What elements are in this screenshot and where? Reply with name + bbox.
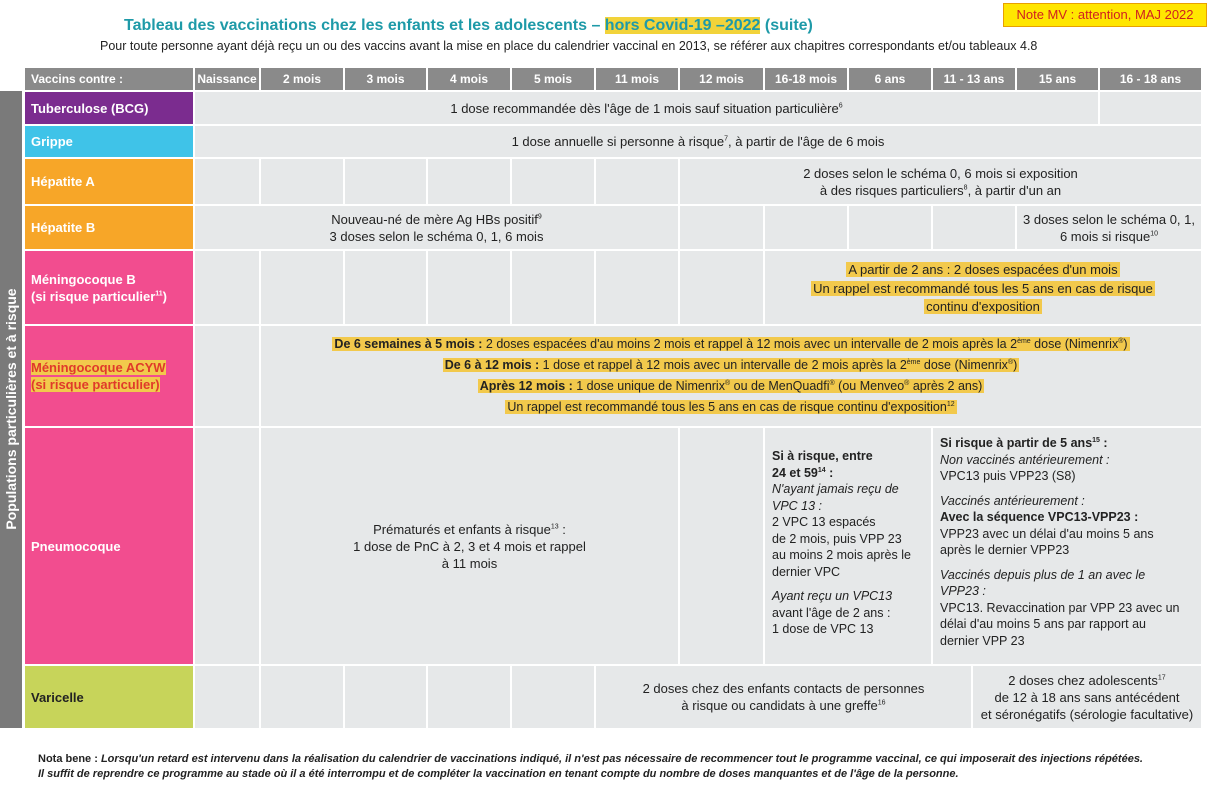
- header-3-mois: 3 mois: [345, 68, 426, 90]
- varicelle-right-line-1: 2 doses chez adolescents: [1008, 672, 1158, 688]
- row-label-grippe: Grippe: [25, 126, 193, 157]
- title-prefix: Tableau des vaccinations chez les enfants et les adolescents –: [124, 17, 605, 34]
- pneumo-mid-line-1: Prématurés et enfants à risque: [373, 521, 551, 537]
- acyw-line-3-bold: Après 12 mois :: [479, 379, 573, 393]
- varicelle-mid-line-2: à risque ou candidats à une greffe: [681, 698, 878, 713]
- varicelle-mid-sup: 16: [877, 699, 886, 707]
- empty-cell: [849, 206, 931, 249]
- meningocoque-b-recommendation: [765, 251, 1201, 324]
- menb-label-footnote: 11: [155, 290, 163, 298]
- pneumo-r-line-7: après le dernier VPP23: [940, 543, 1070, 557]
- hepb-right-line-2: 6 mois si risque: [1059, 228, 1151, 244]
- acyw-line-3-c: ou de MenQuadfi: [730, 379, 830, 393]
- header-naissance: Naissance: [195, 68, 259, 90]
- pneumocoque-5-years: [933, 428, 1201, 664]
- row-label-varicelle: Varicelle: [25, 666, 193, 728]
- hepa-line-2b: , à partir d'un an: [967, 182, 1062, 198]
- empty-cell: [195, 666, 259, 728]
- header-6-ans: 6 ans: [849, 68, 931, 90]
- meningocoque-acyw-recommendation: [261, 326, 1201, 426]
- bcg-footnote: 6: [838, 102, 843, 110]
- nota-bene-text: Lorsqu'un retard est intervenu dans la réalisation du calendrier de vaccinations indiqué, il n'est pas nécessaire de recommencer tout le programme vaccinal, ce qui imposerait des injections répétées. Il suffit de reprendre ce programme au stade où il a été interrompu et de compléter la vaccination en tenant compte du nombre de doses manquantes et de l'âge de la personne.: [38, 753, 1143, 780]
- menb-label-line-1: Méningocoque B: [31, 271, 136, 287]
- title-highlight: hors Covid-19 –2022: [604, 17, 761, 34]
- acyw-line-1: 2 doses espacées d'au moins 2 mois et rappel à 12 mois avec un intervalle de 2 mois après la 2: [482, 337, 1018, 351]
- acyw-line-2-bold: De 6 à 12 mois :: [444, 358, 540, 372]
- header-16-18-ans: 16 - 18 ans: [1100, 68, 1201, 90]
- pneumo-r-line-4: Vaccinés antérieurement :: [940, 493, 1085, 508]
- acyw-line-2: 1 dose et rappel à 12 mois avec un intervalle de 2 mois après la 2: [539, 358, 907, 372]
- pneumo-r-line-3: VPC13 puis VPP23 (S8): [940, 469, 1076, 483]
- acyw-line-4: Un rappel est recommandé tous les 5 ans en cas de risque continu d'exposition: [507, 400, 947, 414]
- row-label-pneumocoque: Pneumocoque: [25, 428, 193, 664]
- acyw-label-line-2: (si risque particulier): [31, 377, 160, 392]
- acyw-line-4-sup: 12: [946, 400, 955, 408]
- pneumo-c-sup: 14: [817, 466, 826, 474]
- pneumo-mid-sup: 13: [550, 523, 559, 531]
- page-title: [124, 17, 813, 35]
- hepatite-b-newborn: [195, 206, 678, 249]
- pneumocoque-infants: [261, 428, 678, 664]
- header-16-18-mois: 16-18 mois: [765, 68, 847, 90]
- hepa-line-2a: à des risques particuliers: [819, 182, 964, 198]
- hepb-line-1: Nouveau-né de mère Ag HBs positif: [331, 211, 538, 227]
- acyw-line-2-sup: ème: [906, 358, 921, 366]
- pneumo-r-line-1: Si risque à partir de 5 ans: [940, 436, 1093, 450]
- empty-cell: [345, 159, 426, 204]
- empty-cell: [195, 159, 259, 204]
- empty-cell: [596, 159, 678, 204]
- empty-cell: [680, 206, 763, 249]
- header-12-mois: 12 mois: [680, 68, 763, 90]
- pneumo-mid-line-2: 1 dose de PnC à 2, 3 et 4 mois et rappel: [353, 538, 586, 554]
- sidebar-band: [0, 91, 22, 728]
- varicelle-right-sup: 17: [1157, 674, 1166, 682]
- acyw-line-3-e: après 2 ans): [909, 379, 983, 393]
- acyw-line-2-d: ): [1013, 358, 1018, 372]
- empty-cell: [261, 159, 343, 204]
- grippe-text-a: 1 dose annuelle si personne à risque: [511, 134, 725, 149]
- empty-cell: [261, 666, 343, 728]
- grippe-recommendation: [195, 126, 1201, 157]
- nota-bene-label: Nota bene :: [38, 753, 98, 765]
- pneumocoque-24-59-months: [765, 428, 931, 664]
- pneumo-c-line-2: 24 et 59: [772, 465, 818, 480]
- pneumo-c-line-9: Ayant reçu un VPC13: [772, 589, 893, 603]
- header-vaccins: Vaccins contre :: [25, 68, 193, 90]
- pneumo-r-line-9: VPP23 :: [940, 584, 986, 598]
- menb-line-2: Un rappel est recommandé tous les 5 ans en cas de risque: [813, 281, 1153, 296]
- pneumo-r-line-5: Avec la séquence VPC13-VPP23 :: [940, 510, 1139, 524]
- acyw-line-3-reg3: ®: [904, 379, 910, 387]
- empty-cell: [596, 251, 678, 324]
- row-label-meningocoque-b: [25, 251, 193, 324]
- pneumo-c-line-7: au moins 2 mois après le: [772, 548, 911, 562]
- pneumo-c-line-2b: :: [825, 465, 834, 480]
- pneumo-c-line-11: 1 dose de VPC 13: [772, 622, 874, 636]
- pneumo-c-line-1: Si à risque, entre: [772, 449, 873, 463]
- empty-cell: [680, 251, 763, 324]
- empty-cell: [428, 666, 510, 728]
- acyw-line-1-reg: ®: [1118, 337, 1124, 345]
- acyw-line-2-reg: ®: [1007, 358, 1014, 366]
- hepa-line-1: 2 doses selon le schéma 0, 6 mois si exposition: [803, 165, 1078, 181]
- acyw-line-3: 1 dose unique de Nimenrix: [572, 379, 725, 393]
- empty-cell: [345, 666, 426, 728]
- acyw-line-1-d: ): [1123, 337, 1128, 351]
- empty-cell: [195, 326, 259, 426]
- menb-label-line-2b: ): [162, 288, 168, 304]
- bcg-recommendation: [195, 92, 1098, 124]
- pneumo-r-line-6: VPP23 avec un délai d'au moins 5 ans: [940, 526, 1154, 541]
- acyw-line-2-c: dose (Nimenrix: [920, 358, 1008, 372]
- pneumo-c-line-3: N'ayant jamais reçu de: [772, 482, 899, 496]
- pneumo-r-sup: 15: [1092, 436, 1100, 444]
- menb-line-1: A partir de 2 ans : 2 doses espacées d'un mois: [848, 262, 1118, 277]
- varicelle-adolescents: [973, 666, 1201, 728]
- acyw-line-3-d: (ou Menveo: [834, 379, 905, 393]
- hepb-right-line-1: 3 doses selon le schéma 0, 1,: [1023, 211, 1195, 227]
- empty-cell: [933, 206, 1015, 249]
- varicelle-mid-line-1: 2 doses chez des enfants contacts de personnes: [642, 681, 925, 696]
- empty-cell: [512, 251, 594, 324]
- title-suffix: (suite): [760, 17, 813, 34]
- row-label-hepatite-b: Hépatite B: [25, 206, 193, 249]
- hepb-footnote-2: 10: [1150, 230, 1159, 238]
- header-2-mois: 2 mois: [261, 68, 343, 90]
- page-subtitle: Pour toute personne ayant déjà reçu un ou des vaccins avant la mise en place du calendrier vaccinal en 2013, se référer aux chapitres correspondants et/ou tableaux 4.8: [100, 39, 1038, 53]
- empty-cell: [512, 666, 594, 728]
- sidebar-label: Populations particulières et à risque: [3, 288, 19, 530]
- menb-label-line-2a: (si risque particulier: [31, 288, 156, 304]
- pneumo-r-line-11: délai d'au moins 5 ans par rapport au: [940, 617, 1146, 631]
- acyw-line-3-reg: ®: [724, 379, 731, 387]
- hepatite-b-adolescent: [1017, 206, 1201, 249]
- empty-cell: [195, 251, 259, 324]
- hepa-footnote: 8: [963, 184, 968, 192]
- pneumo-c-line-10: avant l'âge de 2 ans :: [772, 605, 891, 620]
- header-11-mois: 11 mois: [596, 68, 678, 90]
- acyw-label-line-1: Méningocoque ACYW: [31, 360, 166, 375]
- pneumo-mid-line-1b: :: [558, 521, 566, 537]
- header-15-ans: 15 ans: [1017, 68, 1098, 90]
- pneumo-r-line-12: dernier VPP 23: [940, 633, 1025, 648]
- acyw-line-3-reg2: ®: [829, 379, 835, 387]
- empty-cell: [765, 206, 847, 249]
- empty-cell: [428, 251, 510, 324]
- hepb-footnote-1: 9: [537, 213, 542, 221]
- row-label-hepatite-a: Hépatite A: [25, 159, 193, 204]
- row-label-bcg: Tuberculose (BCG): [25, 92, 193, 124]
- empty-cell: [1100, 92, 1201, 124]
- varicelle-right-line-3: et séronégatifs (sérologie facultative): [980, 706, 1194, 722]
- header-4-mois: 4 mois: [428, 68, 510, 90]
- empty-cell: [345, 251, 426, 324]
- menb-line-3: continu d'exposition: [926, 299, 1040, 314]
- pneumo-r-line-8: Vaccinés depuis plus de 1 an avec le: [940, 567, 1146, 582]
- pneumo-c-line-4: VPC 13 :: [772, 498, 823, 513]
- pneumo-c-line-5: 2 VPC 13 espacés: [772, 515, 876, 529]
- pneumo-mid-line-3: à 11 mois: [441, 555, 498, 571]
- acyw-line-1-c: dose (Nimenrix: [1030, 337, 1119, 351]
- pneumo-c-line-6: de 2 mois, puis VPP 23: [772, 531, 902, 546]
- empty-cell: [195, 428, 259, 664]
- hepatite-a-recommendation: [680, 159, 1201, 204]
- varicelle-right-line-2: de 12 à 18 ans sans antécédent: [994, 689, 1180, 705]
- header-11-13-ans: 11 - 13 ans: [933, 68, 1015, 90]
- row-label-meningocoque-acyw: [25, 326, 193, 426]
- acyw-line-1-sup: ème: [1017, 337, 1031, 345]
- bcg-text: 1 dose recommandée dès l'âge de 1 mois sauf situation particulière: [450, 100, 839, 116]
- header-5-mois: 5 mois: [512, 68, 594, 90]
- empty-cell: [261, 251, 343, 324]
- pneumo-r-line-1b: :: [1099, 436, 1108, 450]
- empty-cell: [428, 159, 510, 204]
- pneumo-r-line-10: VPC13. Revaccination par VPP 23 avec un: [940, 600, 1180, 615]
- grippe-text-b: , à partir de l'âge de 6 mois: [727, 134, 885, 149]
- nota-bene: [38, 752, 1148, 782]
- update-note: Note MV : attention, MAJ 2022: [1003, 3, 1207, 27]
- varicelle-contacts: [596, 666, 971, 728]
- grippe-footnote: 7: [724, 135, 728, 143]
- hepb-line-2: 3 doses selon le schéma 0, 1, 6 mois: [329, 228, 544, 244]
- empty-cell: [680, 428, 763, 664]
- pneumo-c-line-8: dernier VPC: [772, 564, 841, 579]
- pneumo-r-line-2: Non vaccinés antérieurement :: [940, 452, 1110, 467]
- empty-cell: [512, 159, 594, 204]
- acyw-line-1-bold: De 6 semaines à 5 mois :: [334, 337, 483, 351]
